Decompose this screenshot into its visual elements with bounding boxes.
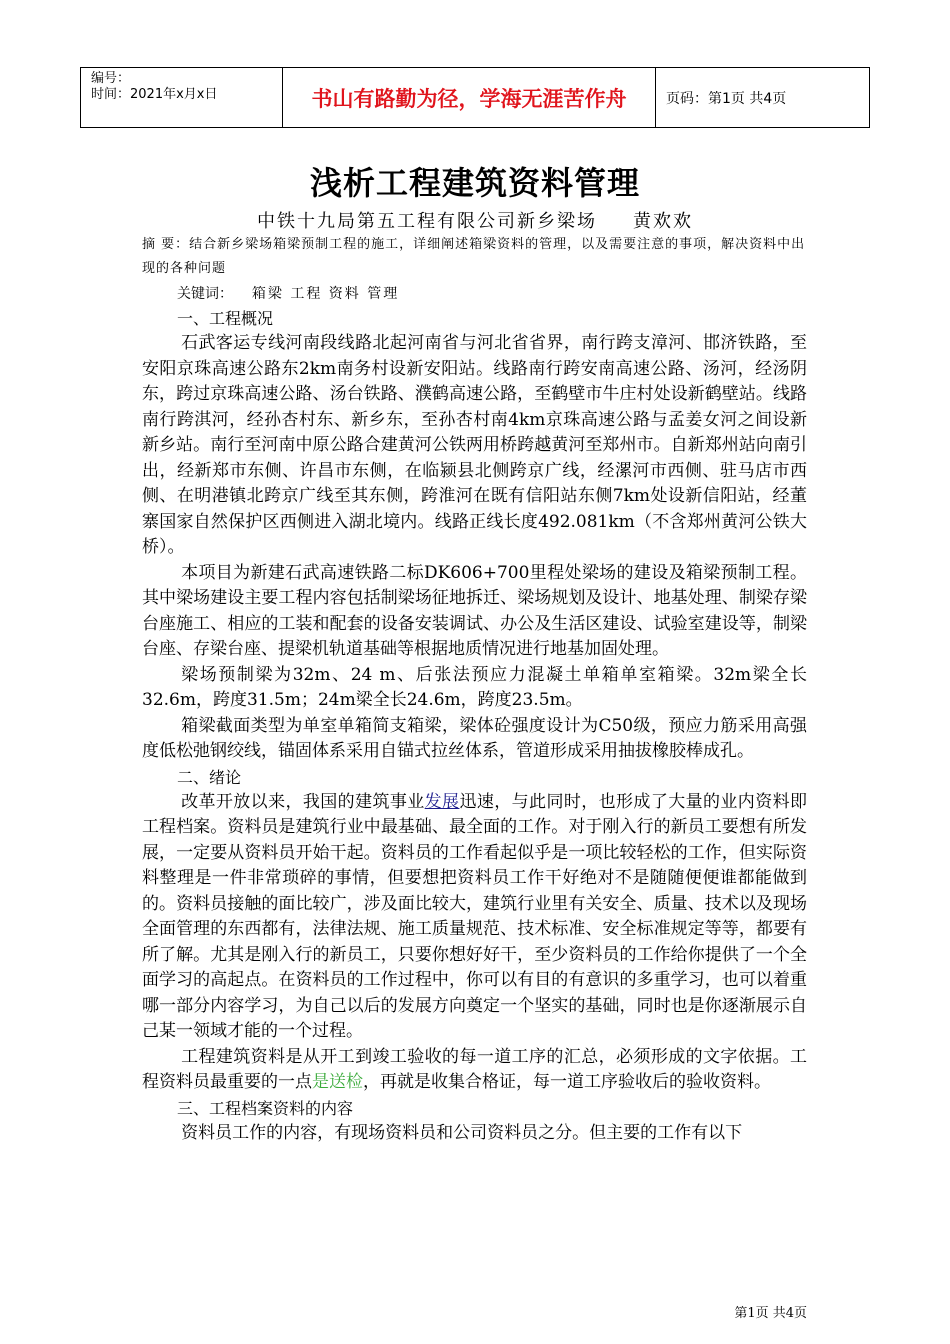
keywords-label: 关键词：	[177, 286, 233, 302]
number-label: 编号：	[91, 71, 131, 86]
document-title: 浅析工程建筑资料管理	[309, 164, 640, 202]
paragraph: 箱梁截面类型为单室单箱简支箱梁，梁体砼强度设计为C50级，预应力筋采用高强度低松弛钢绞线，锚固体系采用自锚式拉丝体系，管道形成采用抽拔橡胶棒成孔。	[142, 715, 807, 761]
text-run: 迅速，与此同时，也形成了大量的业内资料即工程档案。资料员是建筑行业中最基础、最全面的工作。对于刚入行的新员工要想有所发展，一定要从资料员开始干起。资料员的工作看起似乎是一项比较轻松的工作，但实际资料整理是一件非常琐碎的事情，但要想把资料员工作干好绝对不是随随便便谁都能做到的。资料员接触的面比较广，涉及面比较大，建筑行业里有关安全、质量、技术以及现场全面管理的东西都有，法律法规、施工质量规范、技术标准、安全标准规定等等，都要有所了解。尤其是刚入行的新员工，只要你想好好干，至少资料员的工作给你提供了一个全面学习的高起点。在资料员的工作过程中，你可以有目的有意识的多重学习，也可以着重哪一部分内容学习，为自己以后的发展方向奠定一个坚实的基础，同时也是你逐渐展示自己某一领域才能的一个过程。	[142, 791, 808, 1041]
highlight-text: 是送检	[312, 1072, 363, 1092]
paragraph: 梁场预制梁为32m、24 m、后张法预应力混凝土单箱单室箱梁。32m梁全长32.6m，跨度31.5m；24m梁全长24.6m，跨度23.5m。	[142, 664, 807, 710]
section-heading-3: 三、工程档案资料的内容	[177, 1098, 354, 1118]
document-body	[142, 306, 807, 1146]
header-table	[80, 67, 870, 128]
paragraph: 本项目为新建石武高速铁路二标DK606+700里程处梁场的建设及箱梁预制工程。其中梁场建设主要工程内容包括制梁场征地拆迁、梁场规划及设计、地基处理、制梁存梁台座施工、相应的工装和配套的设备安装调试、办公及生活区建设、试验室建设等，制梁台座、存梁台座、提梁机轨道基础等根据地质情况进行地基加固处理。	[142, 562, 807, 659]
author-org: 中铁十九局第五工程有限公司新乡梁场	[257, 211, 597, 232]
paragraph	[142, 790, 807, 1045]
paragraph: 资料员工作的内容，有现场资料员和公司资料员之分。但主要的工作有以下	[181, 1122, 743, 1143]
author-line	[0, 207, 950, 233]
header-meta	[81, 68, 283, 127]
time-label: 时间：2021年x月x日	[91, 87, 218, 102]
development-link[interactable]: 发展	[424, 791, 460, 812]
section-heading-1: 一、工程概况	[177, 309, 274, 328]
keywords	[177, 283, 399, 303]
paragraph	[142, 1045, 807, 1096]
text-run: 改革开放以来，我国的建筑事业	[181, 791, 425, 812]
page-footer: 第1页 共4页	[734, 1306, 807, 1321]
abstract: 摘 要：结合新乡梁场箱梁预制工程的施工，详细阐述箱梁资料的管理，以及需要注意的事项，解决资料中出现的各种问题	[142, 237, 806, 276]
text-run: 工程建筑资料是从开工到竣工验收的每一道工序的汇总，必须形成的文字依据。工程资料员最重要的一点	[142, 1046, 807, 1092]
keywords-values: 箱梁 工程 资料 管理	[251, 286, 400, 302]
header-motto: 书山有路勤为径，学海无涯苦作舟	[283, 68, 656, 127]
section-heading-2: 二、绪论	[177, 767, 242, 787]
paragraph: 石武客运专线河南段线路北起河南省与河北省省界，南行跨支漳河、邯济铁路，至安阳京珠高速公路东2km南务村设新安阳站。线路南行跨安南高速公路、汤河，经汤阴东，跨过京珠高速公路、汤台铁路、濮鹤高速公路，至鹤壁市牛庄村处设新鹤壁站。线路南行跨淇河，经孙杏村东、新乡东，至孙杏村南4km京珠高速公路与孟姜女河之间设新新乡站。南行至河南中原公路合建黄河公铁两用桥跨越黄河至郑州市。自新郑州站向南引出，经新郑市东侧、许昌市东侧，在临颍县北侧跨京广线，经漯河市西侧、驻马店市西侧、在明港镇北跨京广线至其东侧，跨淮河在既有信阳站东侧7km处设新信阳站，经董寨国家自然保护区西侧进入湖北境内。线路正线长度492.081km（不含郑州黄河公铁大桥）。	[142, 333, 807, 557]
text-run: ，再就是收集合格证，每一道工序验收后的验收资料。	[363, 1072, 771, 1092]
header-page-info: 页码：第1页 共4页	[666, 90, 787, 107]
author-name: 黄欢欢	[633, 211, 693, 232]
